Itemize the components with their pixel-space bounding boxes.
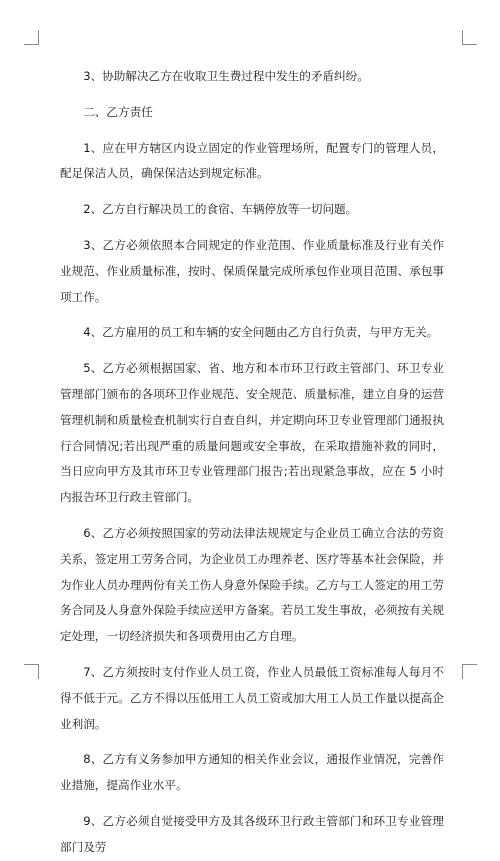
paragraph-party-b-item-7: 7、乙方须按时支付作业人员工资，作业人员最低工资标准每人每月不得不低于元。乙方不得以压低用工人员工资或加大用工人员工作量以提高企业利润。 [60,664,444,731]
paragraph-party-b-item-4: 4、乙方雇用的员工和车辆的安全问题由乙方自行负责，与甲方无关。 [83,325,439,340]
crop-mark-top-left [24,30,39,45]
crop-mark-bottom-left [24,664,39,679]
paragraph-party-a-item-3: 3、协助解决乙方在收取卫生费过程中发生的矛盾纠纷。 [83,69,369,83]
paragraph-party-b-item-5: 5、乙方必须根据国家、省、地方和本市环卫行政主管部门、环卫专业管理部门颁布的各项环卫作业规范、安全规范、质量标准，建立自身的运营管理机制和质量检查机制实行自查自纠，并定期向环卫专业管理部门通报执行合同情况;若出现严重的质量问题或安全事故，在采取措施补救的同时，当日应向甲方及其市环卫专业管理部门报告;若出现紧急事故，应在 5 小时内报告环卫行政主管部门。 [60,361,444,505]
section-heading-party-b-duties: 二、乙方责任 [83,104,153,119]
crop-mark-top-right [462,30,477,45]
crop-mark-bottom-right [462,664,477,679]
paragraph-party-b-item-2: 2、乙方自行解决员工的食宿、车辆停放等一切问题。 [83,202,358,217]
paragraph-party-b-item-9: 9、乙方必须自觉接受甲方及其各级环卫行政主管部门和环卫专业管理部门及劳 [60,813,444,854]
paragraph-party-b-item-1: 1、应在甲方辖区内设立固定的作业管理场所，配置专门的管理人员，配足保洁人员，确保保洁达到规定标准。 [60,140,444,181]
document-body [60,64,444,861]
paragraph-party-b-item-8: 8、乙方有义务参加甲方通知的相关作业会议，通报作业情况，完善作业措施，提高作业水平。 [60,752,444,793]
paragraph-party-b-item-6: 6、乙方必须按照国家的劳动法律法规规定与企业员工确立合法的劳资关系，签定用工劳务合同，为企业员工办理养老、医疗等基本社会保险，并为作业人员办理两份有关工伤人身意外保险手续。乙方与工人签定的用工劳务合同及人身意外保险手续应送甲方备案。若员工发生事故，必须按有关规定处理，一切经济损失和各项费用由乙方自理。 [60,525,444,644]
paragraph-party-b-item-3: 3、乙方必须依照本合同规定的作业范围、作业质量标准及行业有关作业规范、作业质量标准，按时、保质保量完成所承包作业项目范围、承包事项工作。 [60,237,444,304]
